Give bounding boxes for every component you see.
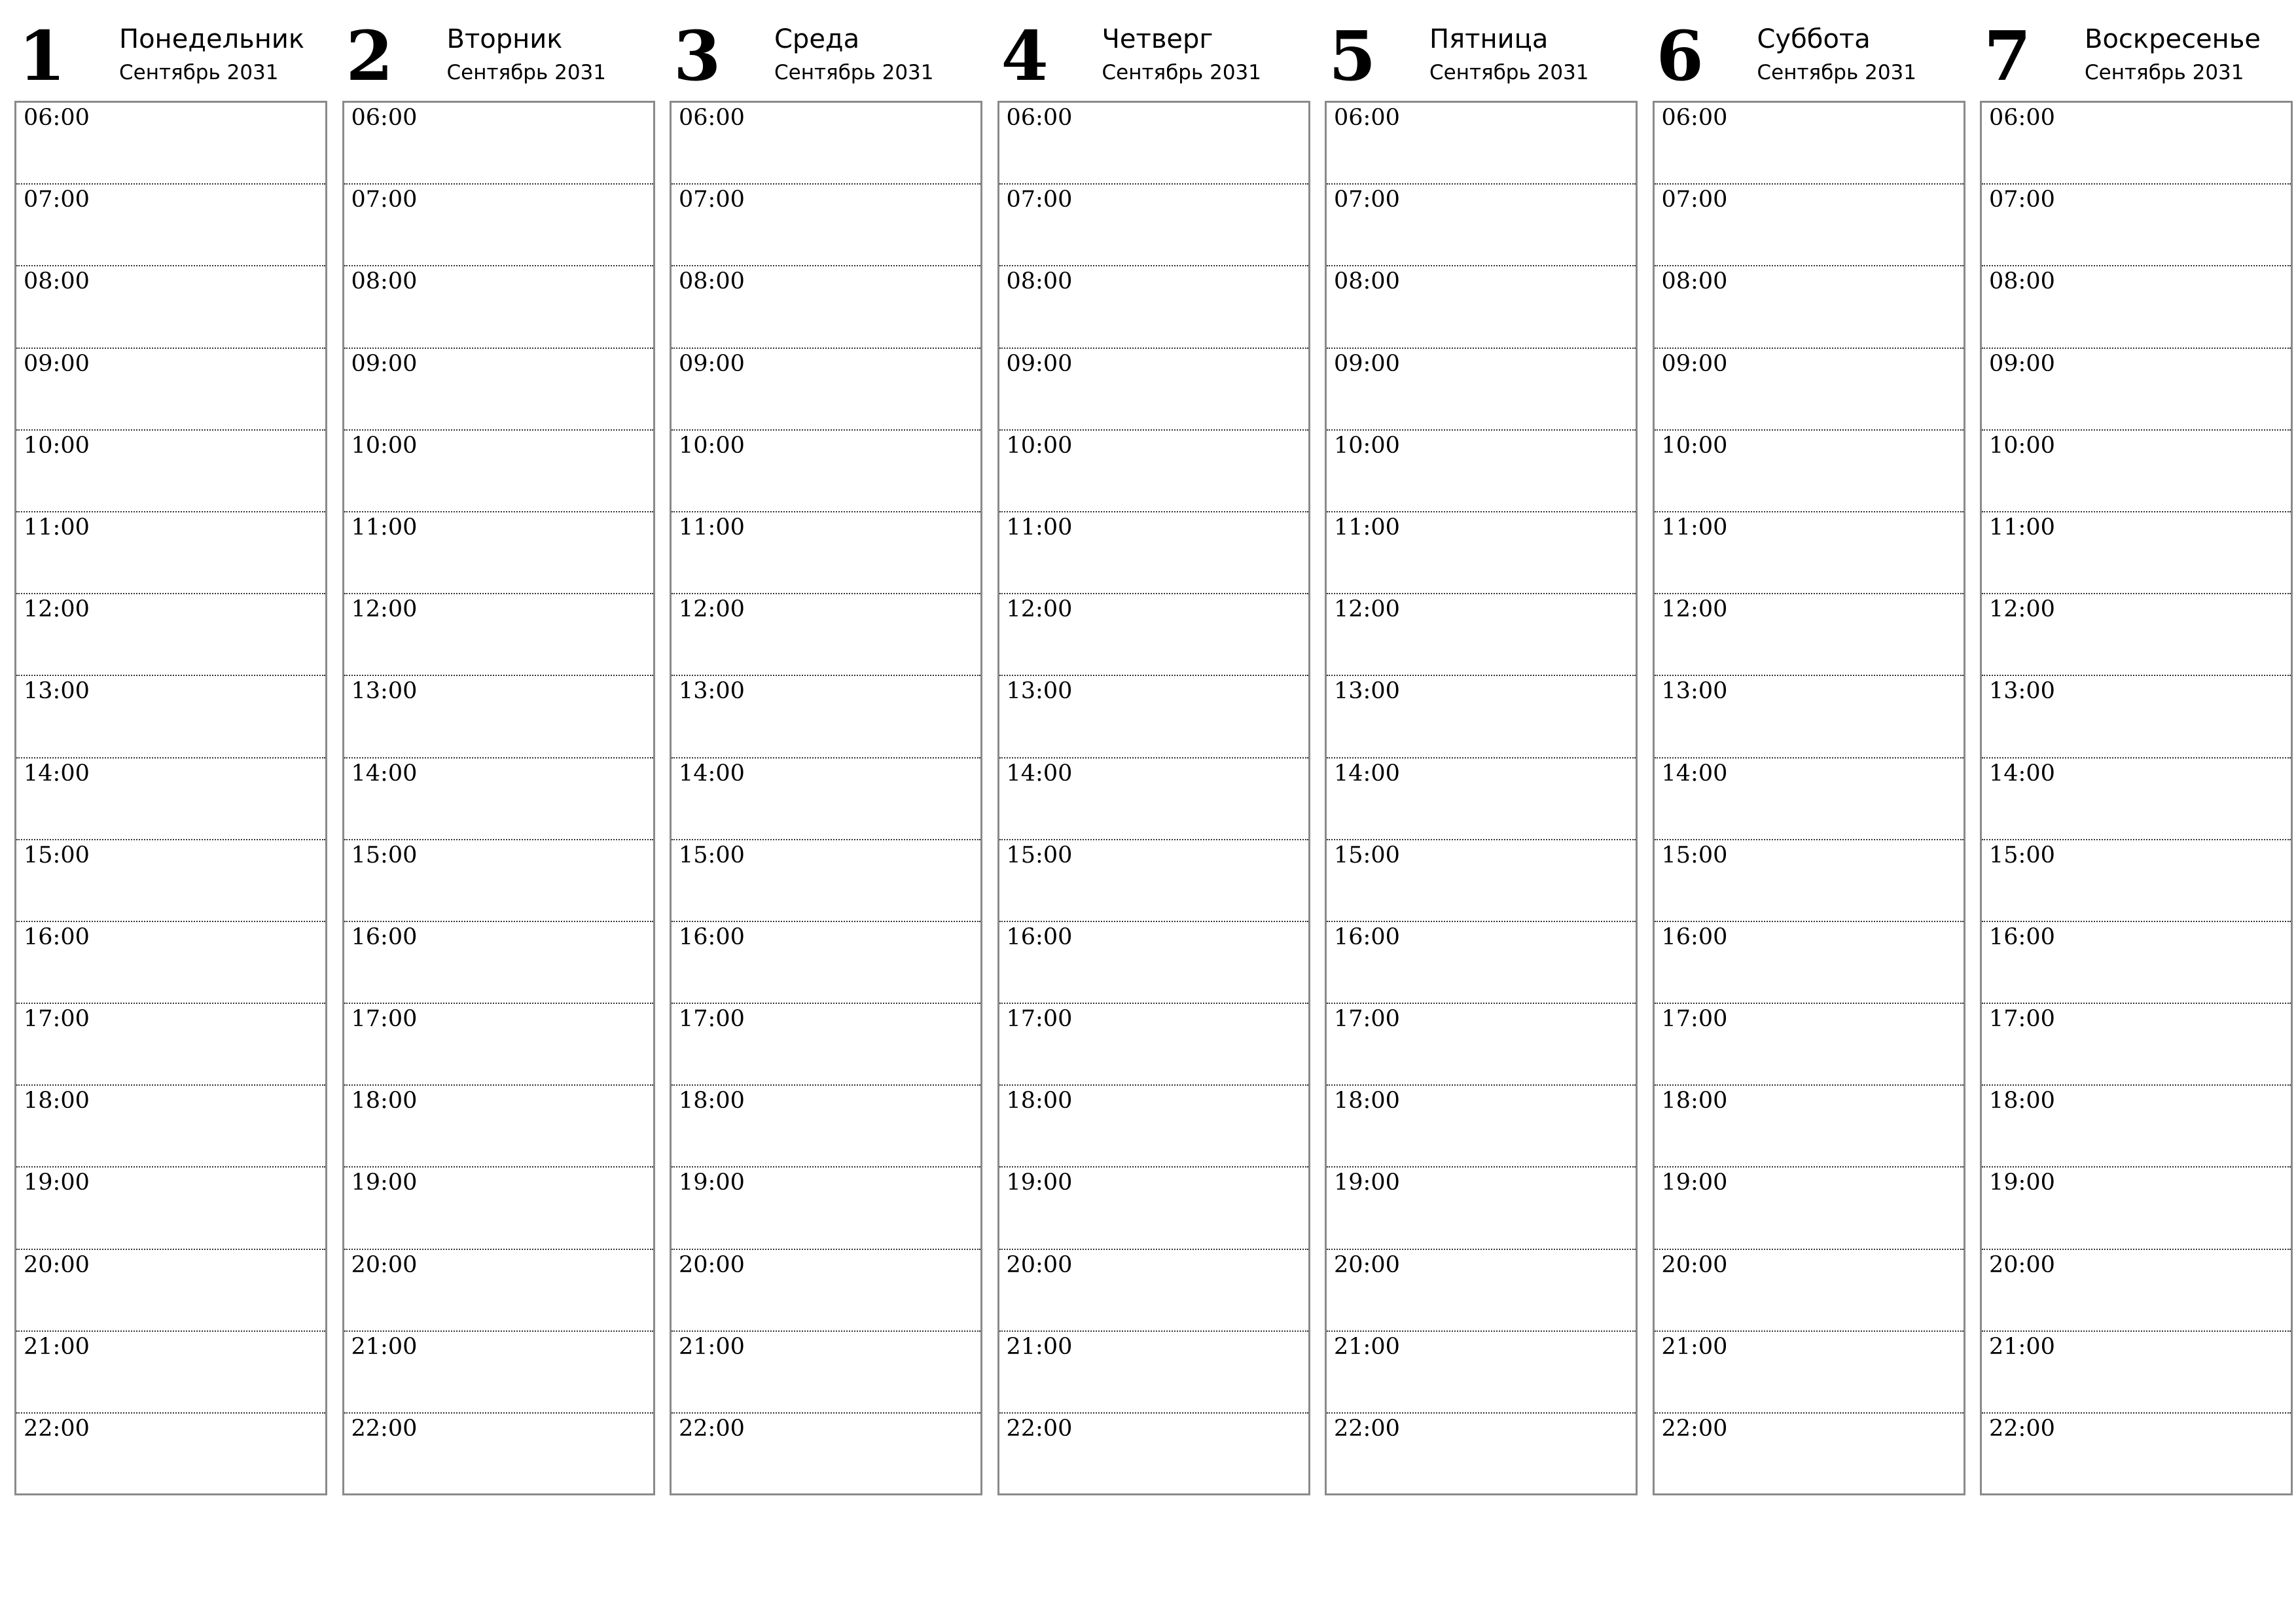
month-year-label: Сентябрь 2031 [446,61,607,84]
time-slot[interactable] [672,594,980,676]
time-label: 11:00 [1989,514,2055,541]
time-slot[interactable] [344,349,653,431]
time-label: 12:00 [24,596,90,623]
time-label: 06:00 [1006,105,1073,131]
time-label: 10:00 [1334,432,1400,459]
time-slot[interactable] [1655,676,1964,758]
time-label: 19:00 [1334,1169,1400,1196]
time-slot[interactable] [672,676,980,758]
time-slot[interactable] [16,1332,325,1414]
time-slot[interactable] [1655,349,1964,431]
time-label: 09:00 [1334,350,1400,377]
time-label: 20:00 [351,1251,418,1278]
time-slot[interactable] [672,1250,980,1332]
time-label: 10:00 [24,432,90,459]
time-label: 07:00 [1006,187,1073,213]
time-label: 07:00 [24,187,90,213]
time-label: 15:00 [1661,842,1728,868]
time-label: 15:00 [1006,842,1073,868]
time-slot[interactable] [672,349,980,431]
time-slot[interactable] [1327,1332,1636,1414]
time-slot[interactable] [672,512,980,594]
time-label: 17:00 [1334,1006,1400,1033]
time-slot[interactable] [999,266,1308,348]
time-label: 18:00 [679,1088,745,1115]
time-label: 16:00 [1989,923,2055,950]
time-slot[interactable] [16,349,325,431]
time-label: 08:00 [24,268,90,295]
time-slot[interactable] [16,922,325,1004]
day-number: 3 [673,16,721,96]
time-label: 13:00 [1989,678,2055,705]
time-label: 17:00 [351,1006,418,1033]
weekday-name: Воскресенье [2085,24,2261,54]
time-slot[interactable] [672,922,980,1004]
time-label: 20:00 [1334,1251,1400,1278]
time-slot[interactable] [1982,1250,2291,1332]
time-label: 18:00 [24,1088,90,1115]
time-slot[interactable] [672,1004,980,1086]
time-slot[interactable] [344,922,653,1004]
time-slot[interactable] [1655,431,1964,512]
time-slot[interactable] [1982,512,2291,594]
time-label: 11:00 [24,514,90,541]
time-slot[interactable] [1982,1332,2291,1414]
day-column [342,17,655,1503]
time-slot[interactable] [1327,758,1636,840]
time-label: 09:00 [1661,350,1728,377]
time-slot[interactable] [16,840,325,922]
time-label: 06:00 [1989,105,2055,131]
weekday-name: Среда [774,24,860,54]
time-label: 14:00 [351,760,418,787]
time-label: 18:00 [1989,1088,2055,1115]
time-label: 19:00 [679,1169,745,1196]
time-slot[interactable] [1982,1086,2291,1168]
day-header [1980,17,2293,101]
time-label: 07:00 [679,187,745,213]
time-label: 06:00 [351,105,418,131]
time-slot[interactable] [344,266,653,348]
day-number: 1 [18,16,66,96]
time-label: 06:00 [679,105,745,131]
day-header [1653,17,1965,101]
day-column [14,17,327,1503]
time-slot[interactable] [672,758,980,840]
time-grid [1653,101,1965,1495]
time-label: 21:00 [1334,1333,1400,1360]
time-label: 12:00 [1661,596,1728,623]
time-slot[interactable] [1327,840,1636,922]
time-label: 12:00 [1334,596,1400,623]
time-slot[interactable] [999,185,1308,266]
day-column [670,17,982,1503]
time-label: 20:00 [24,1251,90,1278]
time-label: 15:00 [1334,842,1400,868]
time-slot[interactable] [1655,594,1964,676]
time-slot[interactable] [344,512,653,594]
time-slot[interactable] [1327,676,1636,758]
time-label: 18:00 [1661,1088,1728,1115]
time-slot[interactable] [1327,922,1636,1004]
time-slot[interactable] [344,1086,653,1168]
day-number: 7 [1984,16,2032,96]
time-label: 16:00 [1661,923,1728,950]
time-label: 13:00 [351,678,418,705]
time-slot[interactable] [1655,922,1964,1004]
time-slot[interactable] [16,594,325,676]
time-slot[interactable] [1655,266,1964,348]
time-slot[interactable] [1327,512,1636,594]
time-label: 21:00 [24,1333,90,1360]
time-slot[interactable] [16,1414,325,1493]
time-slot[interactable] [16,431,325,512]
time-label: 09:00 [679,350,745,377]
time-label: 06:00 [24,105,90,131]
time-label: 08:00 [1334,268,1400,295]
time-slot[interactable] [999,594,1308,676]
time-slot[interactable] [1982,1414,2291,1493]
time-slot[interactable] [1982,431,2291,512]
time-label: 10:00 [679,432,745,459]
time-slot[interactable] [1655,1086,1964,1168]
time-slot[interactable] [344,1168,653,1249]
time-slot[interactable] [344,1004,653,1086]
time-label: 08:00 [1661,268,1728,295]
time-slot[interactable] [1655,758,1964,840]
time-slot[interactable] [672,1414,980,1493]
time-label: 21:00 [679,1333,745,1360]
time-label: 06:00 [1334,105,1400,131]
time-slot[interactable] [16,103,325,185]
day-number: 5 [1329,16,1376,96]
time-slot[interactable] [999,922,1308,1004]
time-label: 16:00 [24,923,90,950]
time-label: 20:00 [1989,1251,2055,1278]
month-year-label: Сентябрь 2031 [2085,61,2244,84]
time-label: 17:00 [24,1006,90,1033]
time-slot[interactable] [16,1250,325,1332]
time-label: 21:00 [1661,1333,1728,1360]
time-slot[interactable] [999,840,1308,922]
time-label: 16:00 [351,923,418,950]
time-label: 12:00 [1006,596,1073,623]
time-label: 07:00 [1989,187,2055,213]
time-slot[interactable] [344,1414,653,1493]
time-label: 18:00 [351,1088,418,1115]
time-label: 22:00 [1006,1416,1073,1442]
time-slot[interactable] [1655,1004,1964,1086]
time-label: 08:00 [679,268,745,295]
time-label: 15:00 [24,842,90,868]
time-slot[interactable] [16,185,325,266]
time-label: 19:00 [1661,1169,1728,1196]
time-label: 18:00 [1334,1088,1400,1115]
weekday-name: Суббота [1757,24,1871,54]
month-year-label: Сентябрь 2031 [1757,61,1917,84]
time-slot[interactable] [672,840,980,922]
time-slot[interactable] [344,594,653,676]
time-slot[interactable] [672,1332,980,1414]
time-slot[interactable] [999,1086,1308,1168]
time-label: 19:00 [24,1169,90,1196]
day-header [14,17,327,101]
time-label: 15:00 [679,842,745,868]
time-grid [14,101,327,1495]
time-slot[interactable] [16,758,325,840]
time-grid [997,101,1310,1495]
time-label: 22:00 [679,1416,745,1442]
time-slot[interactable] [1655,1414,1964,1493]
time-label: 10:00 [1661,432,1728,459]
time-slot[interactable] [1982,840,2291,922]
time-grid [670,101,982,1495]
time-label: 12:00 [351,596,418,623]
time-slot[interactable] [1327,1250,1636,1332]
time-slot[interactable] [1655,103,1964,185]
time-slot[interactable] [1655,840,1964,922]
time-slot[interactable] [1982,349,2291,431]
weekday-name: Понедельник [119,24,305,54]
time-label: 22:00 [24,1416,90,1442]
month-year-label: Сентябрь 2031 [119,61,279,84]
time-slot[interactable] [1982,922,2291,1004]
time-label: 20:00 [679,1251,745,1278]
time-slot[interactable] [1982,594,2291,676]
day-number: 4 [1001,16,1049,96]
time-label: 21:00 [1989,1333,2055,1360]
time-slot[interactable] [672,431,980,512]
time-label: 22:00 [351,1416,418,1442]
time-label: 19:00 [1989,1169,2055,1196]
month-year-label: Сентябрь 2031 [1429,61,1589,84]
time-slot[interactable] [1327,103,1636,185]
time-label: 13:00 [24,678,90,705]
day-header [1325,17,1638,101]
day-header [997,17,1310,101]
time-label: 14:00 [24,760,90,787]
weekday-name: Вторник [446,24,563,54]
time-label: 17:00 [1006,1006,1073,1033]
time-label: 19:00 [1006,1169,1073,1196]
time-label: 12:00 [679,596,745,623]
time-slot[interactable] [1982,266,2291,348]
weekday-name: Четверг [1102,24,1213,54]
time-slot[interactable] [1327,1168,1636,1249]
time-label: 10:00 [351,432,418,459]
time-slot[interactable] [999,431,1308,512]
time-label: 14:00 [679,760,745,787]
time-slot[interactable] [16,1086,325,1168]
time-slot[interactable] [344,431,653,512]
time-label: 11:00 [1661,514,1728,541]
time-slot[interactable] [1982,103,2291,185]
time-slot[interactable] [672,1168,980,1249]
time-label: 13:00 [1661,678,1728,705]
time-label: 22:00 [1661,1416,1728,1442]
time-label: 17:00 [679,1006,745,1033]
time-slot[interactable] [16,1004,325,1086]
time-slot[interactable] [1655,1168,1964,1249]
time-slot[interactable] [1655,512,1964,594]
time-slot[interactable] [999,676,1308,758]
time-label: 17:00 [1661,1006,1728,1033]
time-label: 19:00 [351,1169,418,1196]
time-label: 21:00 [1006,1333,1073,1360]
time-slot[interactable] [1982,185,2291,266]
time-grid [1980,101,2293,1495]
time-label: 08:00 [1989,268,2055,295]
time-label: 07:00 [1334,187,1400,213]
day-number: 6 [1656,16,1704,96]
time-label: 22:00 [1989,1416,2055,1442]
time-label: 06:00 [1661,105,1728,131]
time-label: 16:00 [1006,923,1073,950]
time-label: 13:00 [679,678,745,705]
time-slot[interactable] [672,185,980,266]
time-label: 20:00 [1006,1251,1073,1278]
time-label: 15:00 [1989,842,2055,868]
time-grid [342,101,655,1495]
time-slot[interactable] [999,512,1308,594]
time-slot[interactable] [16,512,325,594]
time-label: 20:00 [1661,1251,1728,1278]
time-label: 09:00 [24,350,90,377]
time-slot[interactable] [999,1168,1308,1249]
day-column [1325,17,1638,1503]
time-label: 12:00 [1989,596,2055,623]
time-slot[interactable] [344,103,653,185]
time-label: 11:00 [1006,514,1073,541]
time-label: 09:00 [1989,350,2055,377]
time-label: 10:00 [1006,432,1073,459]
time-label: 08:00 [1006,268,1073,295]
time-grid [1325,101,1638,1495]
time-slot[interactable] [1655,185,1964,266]
time-slot[interactable] [344,676,653,758]
time-slot[interactable] [1655,1332,1964,1414]
time-slot[interactable] [16,1168,325,1249]
time-slot[interactable] [999,349,1308,431]
time-label: 08:00 [351,268,418,295]
time-label: 11:00 [679,514,745,541]
time-label: 16:00 [1334,923,1400,950]
time-slot[interactable] [672,266,980,348]
weekly-planner [14,17,2288,1503]
day-column [997,17,1310,1503]
time-label: 07:00 [1661,187,1728,213]
time-slot[interactable] [1327,185,1636,266]
time-slot[interactable] [16,676,325,758]
time-label: 14:00 [1334,760,1400,787]
time-slot[interactable] [672,103,980,185]
time-slot[interactable] [1982,1168,2291,1249]
time-label: 17:00 [1989,1006,2055,1033]
time-label: 11:00 [1334,514,1400,541]
day-column [1980,17,2293,1503]
time-label: 15:00 [351,842,418,868]
time-label: 10:00 [1989,432,2055,459]
month-year-label: Сентябрь 2031 [774,61,934,84]
time-slot[interactable] [1327,1414,1636,1493]
time-slot[interactable] [1982,758,2291,840]
time-slot[interactable] [999,1332,1308,1414]
time-slot[interactable] [999,758,1308,840]
time-slot[interactable] [344,1332,653,1414]
time-slot[interactable] [1327,431,1636,512]
day-header [342,17,655,101]
day-number: 2 [346,16,393,96]
time-slot[interactable] [1327,594,1636,676]
time-slot[interactable] [344,1250,653,1332]
time-label: 16:00 [679,923,745,950]
time-slot[interactable] [1327,266,1636,348]
time-slot[interactable] [16,266,325,348]
time-slot[interactable] [1655,1250,1964,1332]
time-slot[interactable] [1327,1086,1636,1168]
month-year-label: Сентябрь 2031 [1102,61,1262,84]
time-label: 22:00 [1334,1416,1400,1442]
time-slot[interactable] [999,1414,1308,1493]
day-header [670,17,982,101]
time-slot[interactable] [344,840,653,922]
time-slot[interactable] [999,1250,1308,1332]
time-label: 13:00 [1006,678,1073,705]
time-slot[interactable] [1327,1004,1636,1086]
time-label: 09:00 [1006,350,1073,377]
time-slot[interactable] [672,1086,980,1168]
time-slot[interactable] [344,758,653,840]
time-slot[interactable] [1982,676,2291,758]
time-slot[interactable] [344,185,653,266]
time-label: 07:00 [351,187,418,213]
time-label: 14:00 [1006,760,1073,787]
time-slot[interactable] [999,1004,1308,1086]
time-slot[interactable] [999,103,1308,185]
time-label: 14:00 [1661,760,1728,787]
time-label: 18:00 [1006,1088,1073,1115]
weekday-name: Пятница [1429,24,1549,54]
time-label: 21:00 [351,1333,418,1360]
day-column [1653,17,1965,1503]
time-slot[interactable] [1327,349,1636,431]
time-slot[interactable] [1982,1004,2291,1086]
time-label: 14:00 [1989,760,2055,787]
time-label: 09:00 [351,350,418,377]
time-label: 11:00 [351,514,418,541]
time-label: 13:00 [1334,678,1400,705]
